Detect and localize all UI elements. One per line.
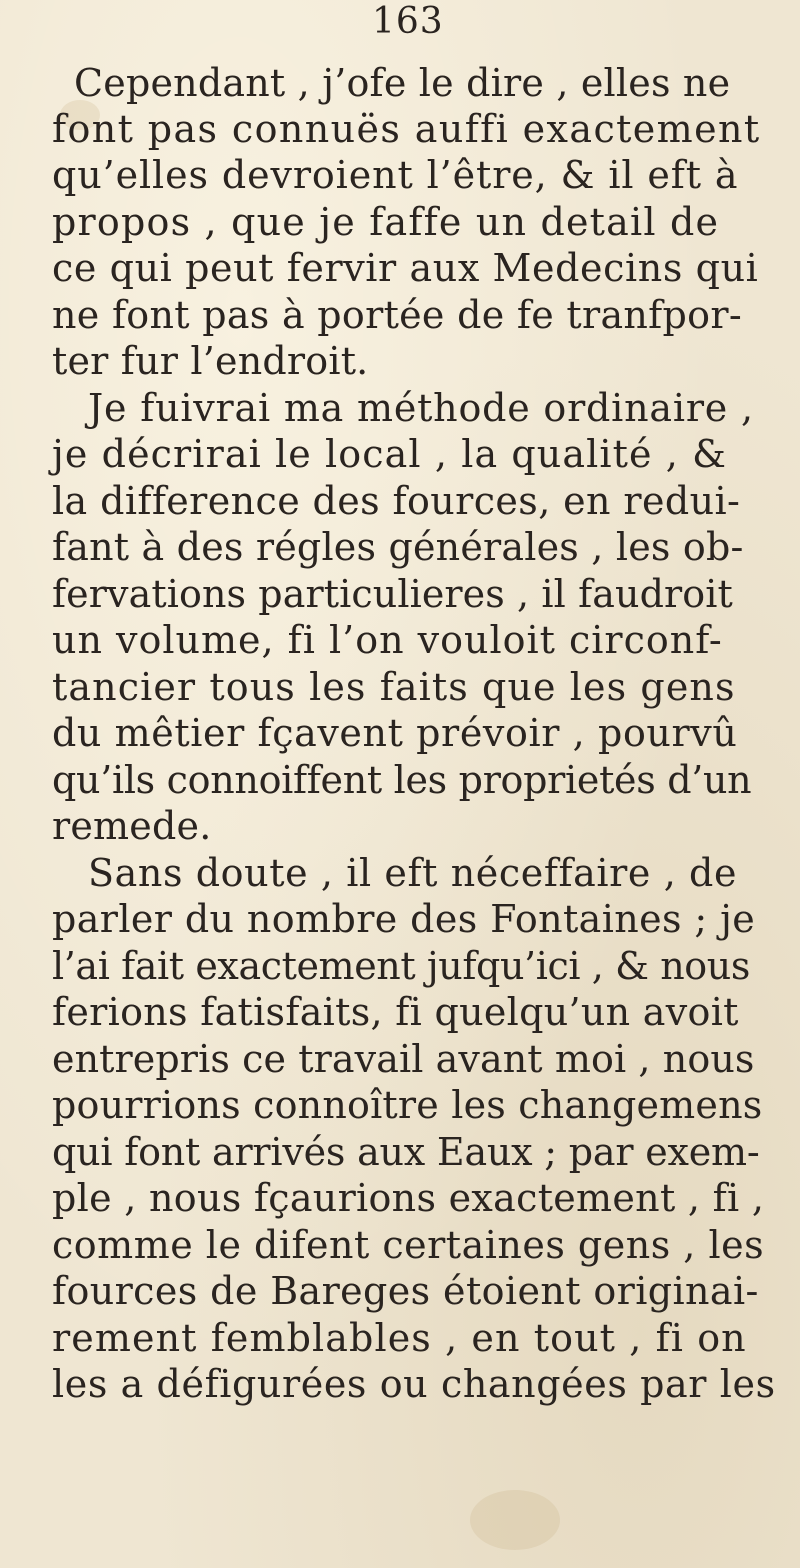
text-line: les a défigurées ou changées par les — [52, 1362, 776, 1406]
text-line: tancier tous les faits que les gens — [52, 665, 736, 709]
text-line: ple , nous fçaurions exactement , fi , — [52, 1176, 765, 1220]
text-line: Cependant , j’ofe le dire , elles ne — [74, 61, 731, 105]
text-line: ce qui peut fervir aux Medecins qui — [52, 246, 759, 290]
paper-stain — [470, 1490, 560, 1550]
text-line: ne font pas à portée de fe tranfpor- — [52, 293, 742, 337]
text-line: fources de Bareges étoient originai- — [52, 1269, 759, 1313]
text-line: un volume, fi l’on vouloit circonf- — [52, 618, 723, 662]
text-line: fervations particulieres , il faudroit — [52, 572, 733, 616]
text-line: l’ai fait exactement jufqu’ici , & nous — [52, 944, 750, 988]
text-line: fant à des régles générales , les ob- — [52, 525, 744, 569]
text-line: parler du nombre des Fontaines ; je — [52, 897, 756, 941]
text-line: pourrions connoître les changemens — [52, 1083, 763, 1127]
text-line: propos , que je faffe un detail de — [52, 200, 720, 244]
page-number: 163 — [372, 1, 444, 42]
text-line: ferions fatisfaits, fi quelqu’un avoit — [52, 990, 739, 1034]
text-line: je décrirai le local , la qualité , & — [52, 432, 728, 476]
text-line: ter fur l’endroit. — [52, 339, 369, 383]
text-line: Je fuivrai ma méthode ordinaire , — [88, 386, 754, 430]
text-line: font pas connuës auffi exactement — [52, 107, 761, 151]
text-line: remede. — [52, 804, 212, 848]
text-line: rement femblables , en tout , fi on — [52, 1316, 747, 1360]
text-line: entrepris ce travail avant moi , nous — [52, 1037, 755, 1081]
text-line: comme le difent certaines gens , les — [52, 1223, 765, 1267]
text-line: du mêtier fçavent prévoir , pourvû — [52, 711, 738, 755]
text-line: qui font arrivés aux Eaux ; par exem- — [52, 1130, 760, 1174]
text-line: la difference des fources, en redui- — [52, 479, 741, 523]
text-line: qu’elles devroient l’être, & il eft à — [52, 153, 739, 197]
text-line: Sans doute , il eft néceffaire , de — [88, 851, 738, 895]
text-line: qu’ils connoiffent les proprietés d’un — [52, 758, 752, 802]
